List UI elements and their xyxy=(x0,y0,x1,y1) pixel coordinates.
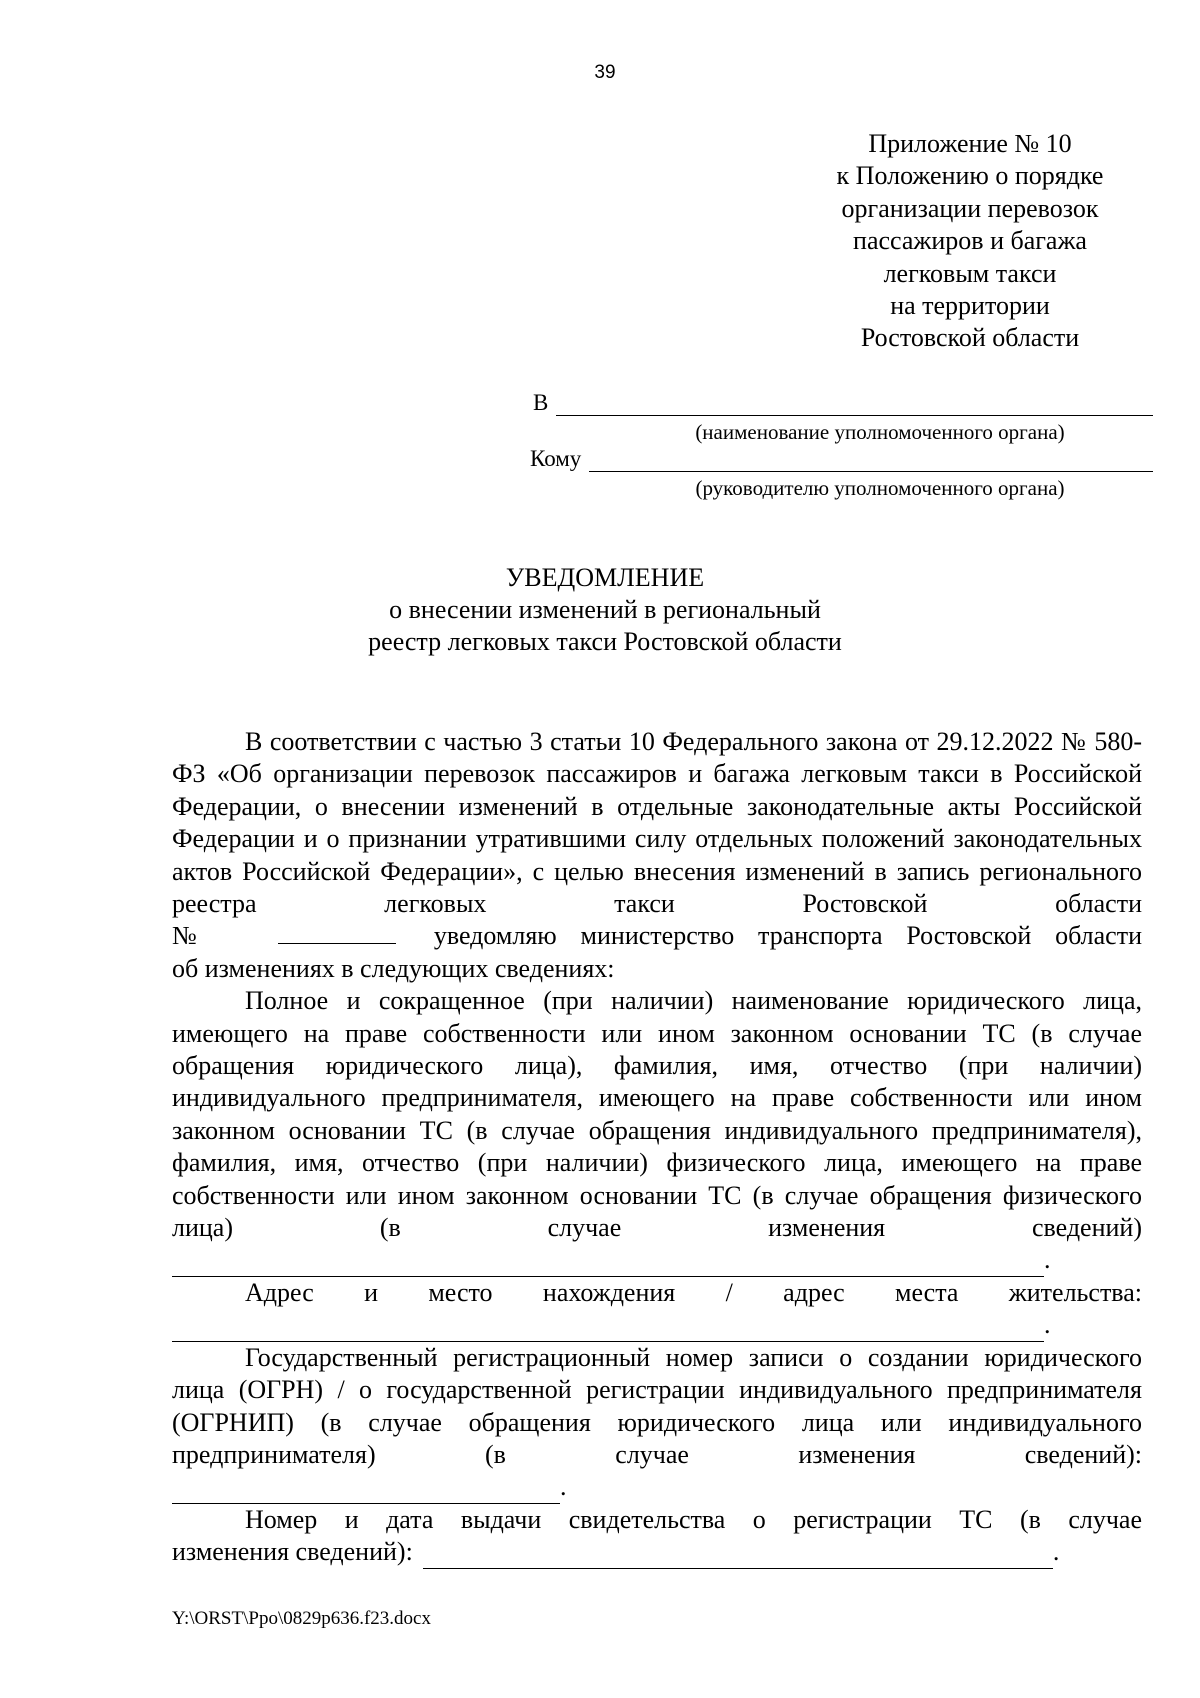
title-subtitle-2: реестр легковых такси Ростовской области xyxy=(368,627,842,656)
recipient-head-row xyxy=(530,446,1153,472)
appendix-header xyxy=(780,128,1160,355)
document-title xyxy=(0,562,1200,658)
recipient-head-label: Кому xyxy=(530,446,582,471)
address-field[interactable] xyxy=(172,1315,1044,1342)
paragraph-owner-name: Полное и сокращенное (при наличии) наименование юридического лица, имеющего на праве собственности или ином законном основании ТС (в случае обращения юридического лица), фамилия, имя, отчество (при наличии) индивидуального предпринимателя, имеющего на праве собственности или ином законном основании ТС (в случае обращения индивидуального предпринимателя), фамилия, имя, отчество (при наличии) физического лица, имеющего на праве собственности или ином законном основании ТС (в случае обращения физического лица) (в случае изменения сведений) xyxy=(172,986,1142,1243)
period: . xyxy=(560,1472,567,1502)
notify-ministry-text: уведомляю министерство транспорта Ростовской области xyxy=(433,921,1142,951)
paragraph-address: Адрес и место нахождения / адрес места жительства: xyxy=(245,1277,1142,1307)
paragraph-certificate: Номер и дата выдачи свидетельства о регистрации ТС (в случае xyxy=(245,1504,1142,1534)
period: . xyxy=(1052,1537,1060,1567)
recipient-organ-row xyxy=(533,390,1153,416)
number-sign: № xyxy=(172,921,215,951)
certificate-field[interactable] xyxy=(423,1542,1053,1569)
appendix-line: легковым такси xyxy=(883,258,1057,288)
recipient-organ-caption: (наименование уполномоченного органа) xyxy=(695,420,1065,444)
ogrn-field[interactable] xyxy=(172,1477,560,1504)
owner-name-line xyxy=(172,1245,1142,1277)
file-path-footer: Y:\ORST\Ppo\0829p636.f23.docx xyxy=(172,1608,431,1629)
owner-name-field[interactable] xyxy=(172,1250,1044,1277)
period: . xyxy=(1044,1245,1051,1275)
appendix-line: организации перевозок xyxy=(841,193,1099,223)
appendix-line: на территории xyxy=(890,291,1050,321)
appendix-line: к Положению о порядке xyxy=(836,161,1104,191)
page-number: 39 xyxy=(594,62,616,83)
paragraph-ogrn: Государственный регистрационный номер записи о создании юридического лица (ОГРН) / о государственной регистрации индивидуального предпринимателя (ОГРНИП) (в случае обращения юридического лица или индивидуального предпринимателя) (в случае изменения сведений): xyxy=(172,1342,1142,1469)
recipient-organ-label: В xyxy=(533,390,549,415)
certificate-label: изменения сведений): xyxy=(172,1537,413,1567)
appendix-line: Приложение № 10 xyxy=(868,129,1072,158)
ogrn-line xyxy=(172,1471,1142,1503)
title-subtitle-1: о внесении изменений в региональный xyxy=(389,595,821,624)
recipient-head-field[interactable] xyxy=(589,447,1153,472)
document-body xyxy=(172,726,1142,1569)
paragraph-legal-basis: В соответствии с частью 3 статьи 10 Федерального закона от 29.12.2022 № 580-ФЗ «Об организации перевозок пассажиров и багажа легковым такси в Российской Федерации, о внесении изменений в отдельные законодательные акты Российской Федерации и о признании утратившими силу отдельных положений законодательных актов Российской Федерации», с целью внесения изменений в запись регионального реестра легковых такси Ростовской области xyxy=(172,727,1142,919)
paragraph-registry-number xyxy=(172,920,1142,952)
appendix-line: пассажиров и багажа xyxy=(853,226,1087,256)
appendix-line: Ростовской области xyxy=(860,323,1080,353)
paragraph-changes-intro: об изменениях в следующих сведениях: xyxy=(172,953,615,983)
address-line xyxy=(172,1309,1142,1341)
registry-number-field[interactable] xyxy=(278,921,396,944)
title-heading: УВЕДОМЛЕНИЕ xyxy=(505,563,705,592)
recipient-organ-field[interactable] xyxy=(556,391,1153,416)
certificate-line xyxy=(172,1536,1142,1568)
recipient-head-caption: (руководителю уполномоченного органа) xyxy=(695,476,1065,500)
period: . xyxy=(1044,1310,1051,1340)
